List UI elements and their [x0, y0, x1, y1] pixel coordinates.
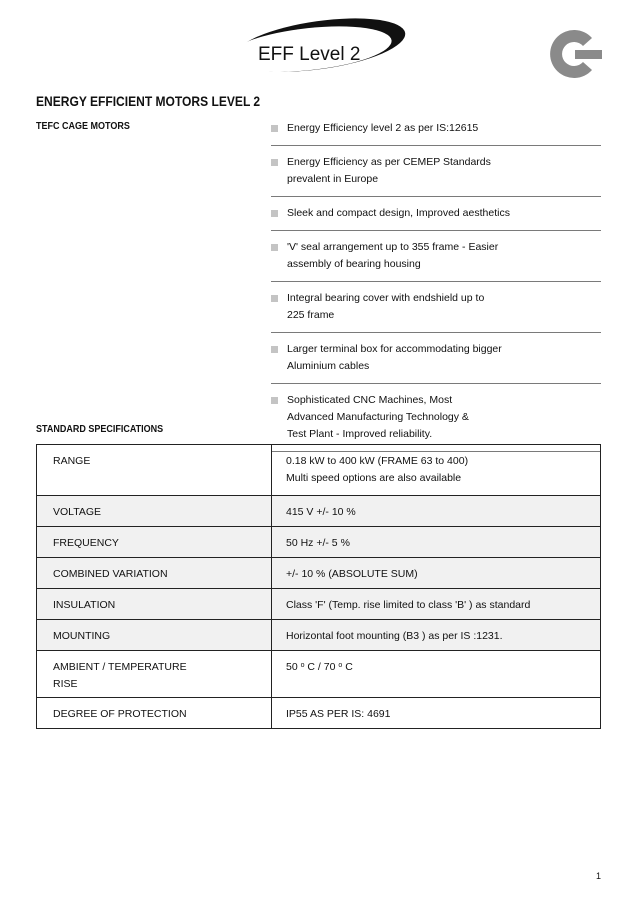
feature-line: Sophisticated CNC Machines, Most: [287, 394, 453, 406]
spec-label: [37, 496, 271, 526]
spec-value: [271, 589, 600, 619]
feature-line: Test Plant - Improved reliability.: [287, 428, 433, 440]
square-bullet-icon: [271, 295, 278, 302]
feature-line: Sleek and compact design, Improved aesthetics: [287, 207, 510, 219]
spec-label: [37, 698, 271, 728]
spec-label: [37, 527, 271, 557]
table-row: [37, 697, 600, 728]
feature-line: prevalent in Europe: [287, 173, 379, 185]
degree-superscript: o: [338, 662, 343, 669]
feature-list: [271, 112, 601, 452]
spec-value: [271, 558, 600, 588]
spec-label-line: DEGREE OF PROTECTION: [53, 708, 187, 720]
feature-line: 225 frame: [287, 309, 335, 321]
spec-value: [271, 651, 600, 697]
spec-label-line: INSULATION: [53, 599, 116, 611]
spec-label-line: RANGE: [53, 455, 91, 467]
square-bullet-icon: [271, 159, 278, 166]
spec-label-line: AMBIENT / TEMPERATURE: [53, 661, 187, 673]
page-number: 1: [596, 871, 602, 881]
table-row: [37, 619, 600, 650]
feature-line: assembly of bearing housing: [287, 258, 421, 270]
spec-value-line: Multi speed options are also available: [286, 472, 462, 484]
gec-logo-icon: [546, 26, 604, 82]
feature-item: [271, 282, 601, 333]
document-subtitle: TEFC CAGE MOTORS: [36, 121, 130, 132]
spec-value-line: Class 'F' (Temp. rise limited to class 'B' ) as standard: [286, 599, 531, 611]
square-bullet-icon: [271, 244, 278, 251]
spec-label-line: COMBINED VARIATION: [53, 568, 168, 580]
spec-label-line: VOLTAGE: [53, 506, 102, 518]
table-row: [37, 526, 600, 557]
spec-value-line: +/- 10 % (ABSOLUTE SUM): [286, 568, 418, 580]
spec-value: [271, 620, 600, 650]
spec-label: [37, 445, 271, 495]
spec-value-line: 0.18 kW to 400 kW (FRAME 63 to 400): [286, 455, 469, 467]
feature-item: [271, 146, 601, 197]
spec-label: [37, 620, 271, 650]
feature-line: Larger terminal box for accommodating bigger: [287, 343, 502, 355]
spec-label-line: RISE: [53, 678, 78, 690]
unit-part: C: [342, 661, 353, 673]
table-row: [37, 557, 600, 588]
spec-value: [271, 496, 600, 526]
feature-item: [271, 384, 601, 452]
feature-item: [271, 112, 601, 146]
spec-value-line: 415 V +/- 10 %: [286, 506, 356, 518]
table-row: [37, 650, 600, 697]
spec-label-line: MOUNTING: [53, 630, 111, 642]
feature-line: Advanced Manufacturing Technology &: [287, 411, 469, 423]
feature-line: Integral bearing cover with endshield up to: [287, 292, 485, 304]
table-row: [37, 495, 600, 526]
feature-line: Energy Efficiency as per CEMEP Standards: [287, 156, 491, 168]
feature-line: 'V' seal arrangement up to 355 frame - Easier: [287, 241, 499, 253]
document-title: ENERGY EFFICIENT MOTORS LEVEL 2: [36, 93, 261, 109]
degree-superscript: o: [300, 662, 305, 669]
spec-value: [271, 527, 600, 557]
spec-value: [271, 445, 600, 495]
spec-value-line: 50 Hz +/- 5 %: [286, 537, 350, 549]
spec-value-line: [286, 659, 600, 676]
feature-line: Energy Efficiency level 2 as per IS:12615: [287, 122, 479, 134]
square-bullet-icon: [271, 346, 278, 353]
spec-label: [37, 558, 271, 588]
feature-item: [271, 333, 601, 384]
feature-line: Aluminium cables: [287, 360, 370, 372]
spec-value-line: IP55 AS PER IS: 4691: [286, 708, 391, 720]
eff-level-badge: EFF Level 2: [258, 44, 361, 65]
specifications-table: [36, 444, 601, 729]
feature-item: [271, 197, 601, 231]
square-bullet-icon: [271, 397, 278, 404]
square-bullet-icon: [271, 210, 278, 217]
spec-label: [37, 589, 271, 619]
feature-item: [271, 231, 601, 282]
spec-value: [271, 698, 600, 728]
spec-label: [37, 651, 271, 697]
spec-label-line: FREQUENCY: [53, 537, 119, 549]
specifications-heading: STANDARD SPECIFICATIONS: [36, 424, 164, 435]
square-bullet-icon: [271, 125, 278, 132]
rise-value-part: C / 70: [304, 661, 339, 673]
spec-value-line: Horizontal foot mounting (B3 ) as per IS :1231.: [286, 630, 503, 642]
table-row: [37, 588, 600, 619]
table-row: [37, 445, 600, 495]
ambient-value-part: 50: [286, 661, 301, 673]
